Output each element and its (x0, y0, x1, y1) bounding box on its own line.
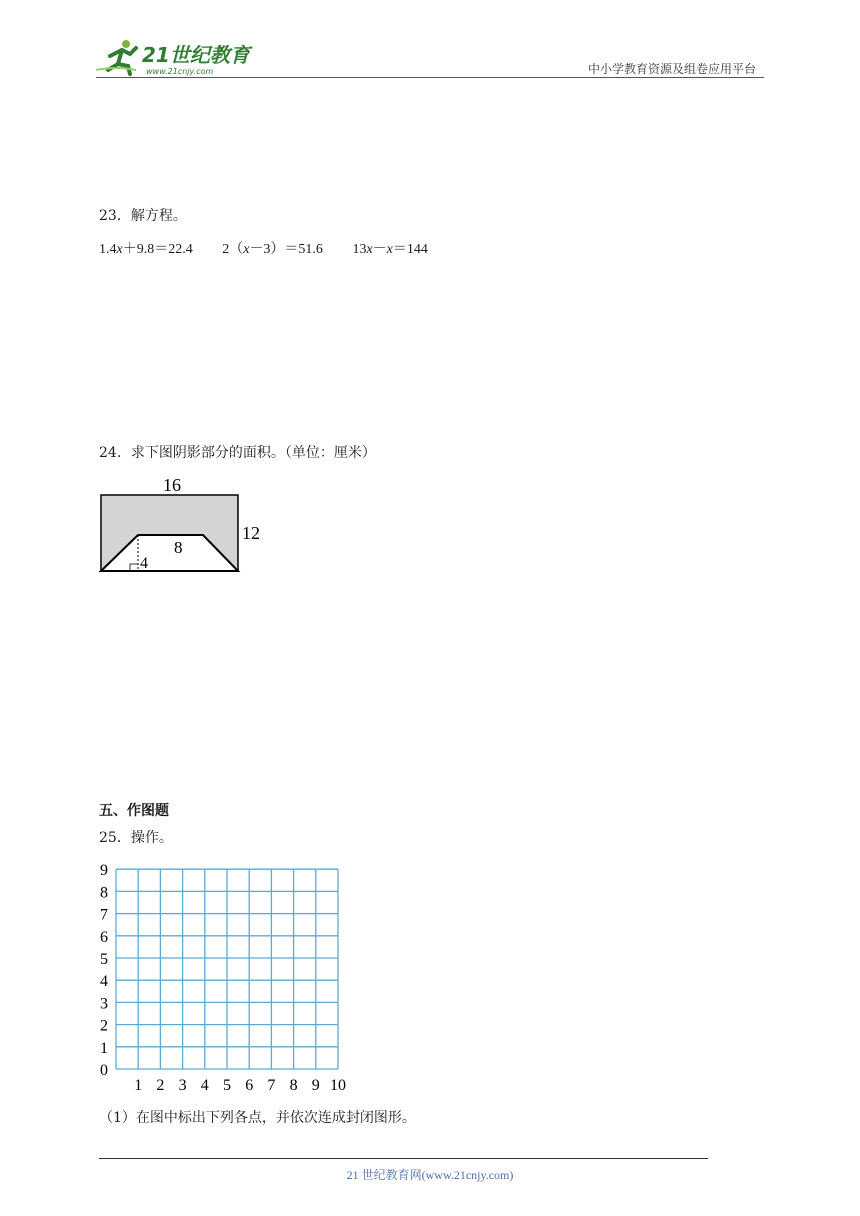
section-five-heading: 五、作图题 (99, 803, 169, 819)
logo-url: www.21cnjy.com (146, 67, 214, 76)
x-axis-label: 10 (330, 1077, 346, 1094)
header-platform-text: 中小学教育资源及组卷应用平台 (587, 62, 756, 76)
y-axis-label: 2 (100, 1017, 108, 1035)
y-axis-label: 1 (100, 1039, 108, 1057)
y-axis-label: 0 (100, 1062, 108, 1079)
equation-1: 1.4x＋9.8＝22.4 (99, 242, 193, 257)
y-axis-label: 9 (100, 862, 108, 880)
q25-sub1: （1）在图中标出下列各点，并依次连成封闭图形。 (99, 1110, 416, 1126)
x-axis-label: 4 (200, 1077, 209, 1094)
shaded-area-figure (99, 474, 279, 582)
footer-divider (99, 1158, 708, 1159)
x-axis-label: 9 (311, 1077, 320, 1094)
q24-title: 24．求下图阴影部分的面积。（单位：厘米） (99, 445, 376, 461)
equation-3: 13x－x＝144 (352, 242, 428, 257)
q25-title: 25．操作。 (99, 830, 173, 846)
y-axis-label: 6 (100, 928, 108, 946)
label-inner-top: 8 (174, 538, 183, 557)
header-divider (96, 77, 764, 78)
label-height: 4 (140, 555, 148, 572)
q23-title: 23．解方程。 (99, 208, 187, 224)
coordinate-grid (92, 858, 362, 1102)
y-axis-label: 5 (100, 951, 108, 968)
y-axis-label: 3 (100, 995, 108, 1013)
x-axis-label: 7 (267, 1077, 276, 1094)
x-axis-label: 1 (134, 1077, 143, 1094)
q23-equations (99, 241, 454, 259)
x-axis-label: 6 (245, 1077, 254, 1094)
x-axis-label: 2 (156, 1077, 165, 1094)
footer-text: 21 世纪教育网(www.21cnjy.com) (346, 1168, 514, 1182)
runner-icon (96, 40, 136, 74)
y-axis-label: 8 (100, 884, 108, 902)
equation-2: 2（x－3）＝51.6 (222, 242, 323, 257)
site-logo (96, 36, 266, 78)
y-axis-label: 7 (100, 906, 108, 924)
x-axis-label: 3 (178, 1077, 187, 1094)
logo-text: 21世纪教育 (142, 43, 250, 67)
label-top: 16 (163, 475, 181, 495)
label-right: 12 (242, 523, 260, 543)
y-axis-label: 4 (100, 973, 108, 991)
x-axis-label: 5 (223, 1077, 231, 1094)
x-axis-label: 8 (289, 1077, 298, 1094)
